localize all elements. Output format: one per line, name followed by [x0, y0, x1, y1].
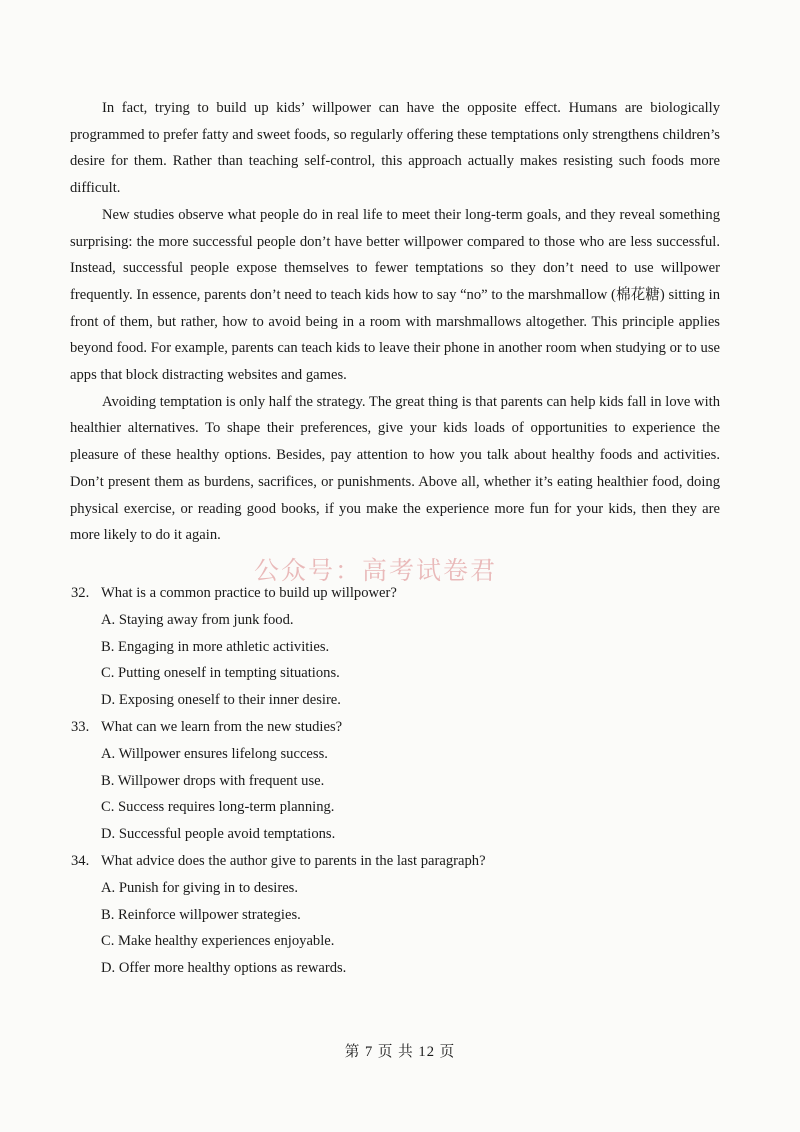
passage-paragraph-2: New studies observe what people do in real life to meet their long-term goals, and they reveal something surprising: the more successful people don’t have better willpower compared to those who are less successful. Instead, successful people expose themselves to fewer temptations so they don’t need to use willpower frequently. In essence, parents don’t need to teach kids how to say “no” to the marshmallow (棉花糖) sitting in front of them, but rather, how to avoid being in a room with marshmallows altogether. This principle applies beyond food. For example, parents can teach kids to leave their phone in another room when studying or to use apps that block distracting websites and games. [70, 206, 720, 384]
option-d: D. Exposing oneself to their inner desire. [101, 692, 341, 709]
option-c: C. Make healthy experiences enjoyable. [101, 933, 335, 950]
option-a: A. Staying away from junk food. [101, 611, 294, 628]
answer-options [71, 875, 721, 982]
passage-paragraph-1: In fact, trying to build up kids’ willpower can have the opposite effect. Humans are biologically programmed to prefer fatty and sweet foods, so regularly offering these temptations only strengthens children’s desire for them. Rather than teaching self-control, this approach actually makes resisting such foods more difficult. [70, 100, 720, 197]
question-number: 34. [71, 852, 90, 869]
question-number: 33. [71, 718, 90, 735]
question-text: What can we learn from the new studies? [101, 718, 343, 735]
option-d: D. Offer more healthy options as rewards. [101, 960, 347, 977]
question-34 [71, 848, 721, 982]
option-d: D. Successful people avoid temptations. [101, 826, 336, 843]
question-stem [71, 580, 721, 607]
answer-options [71, 741, 721, 848]
option-b: B. Willpower drops with frequent use. [101, 772, 325, 789]
page-number-footer: 第 7 页 共 12 页 [344, 1044, 456, 1060]
question-32 [71, 580, 721, 714]
answer-options [71, 607, 721, 714]
question-text: What advice does the author give to parents in the last paragraph? [101, 852, 486, 869]
watermark-text: 公众号：高考试卷君 [254, 556, 498, 585]
question-list [71, 580, 721, 982]
reading-passage [70, 95, 720, 549]
question-number: 32. [71, 585, 90, 601]
option-a: A. Willpower ensures lifelong success. [101, 745, 328, 762]
option-b: B. Engaging in more athletic activities. [101, 638, 330, 655]
question-33 [71, 714, 721, 848]
question-stem [71, 848, 721, 875]
option-b: B. Reinforce willpower strategies. [101, 906, 301, 923]
option-c: C. Success requires long-term planning. [101, 799, 335, 816]
question-text: What is a common practice to build up willpower? [101, 585, 397, 601]
passage-paragraph-3: Avoiding temptation is only half the strategy. The great thing is that parents can help kids fall in love with healthier alternatives. To shape their preferences, give your kids loads of opportunities to experience the pleasure of these healthy options. Besides, pay attention to how you talk about healthy foods and activities. Don’t present them as burdens, sacrifices, or punishments. Above all, whether it’s eating healthier food, doing physical exercise, or reading good books, if you make the experience more fun for your kids, then they are more likely to do it again. [70, 393, 720, 544]
option-a: A. Punish for giving in to desires. [101, 879, 299, 896]
option-c: C. Putting oneself in tempting situations. [101, 665, 340, 682]
question-stem [71, 714, 721, 741]
